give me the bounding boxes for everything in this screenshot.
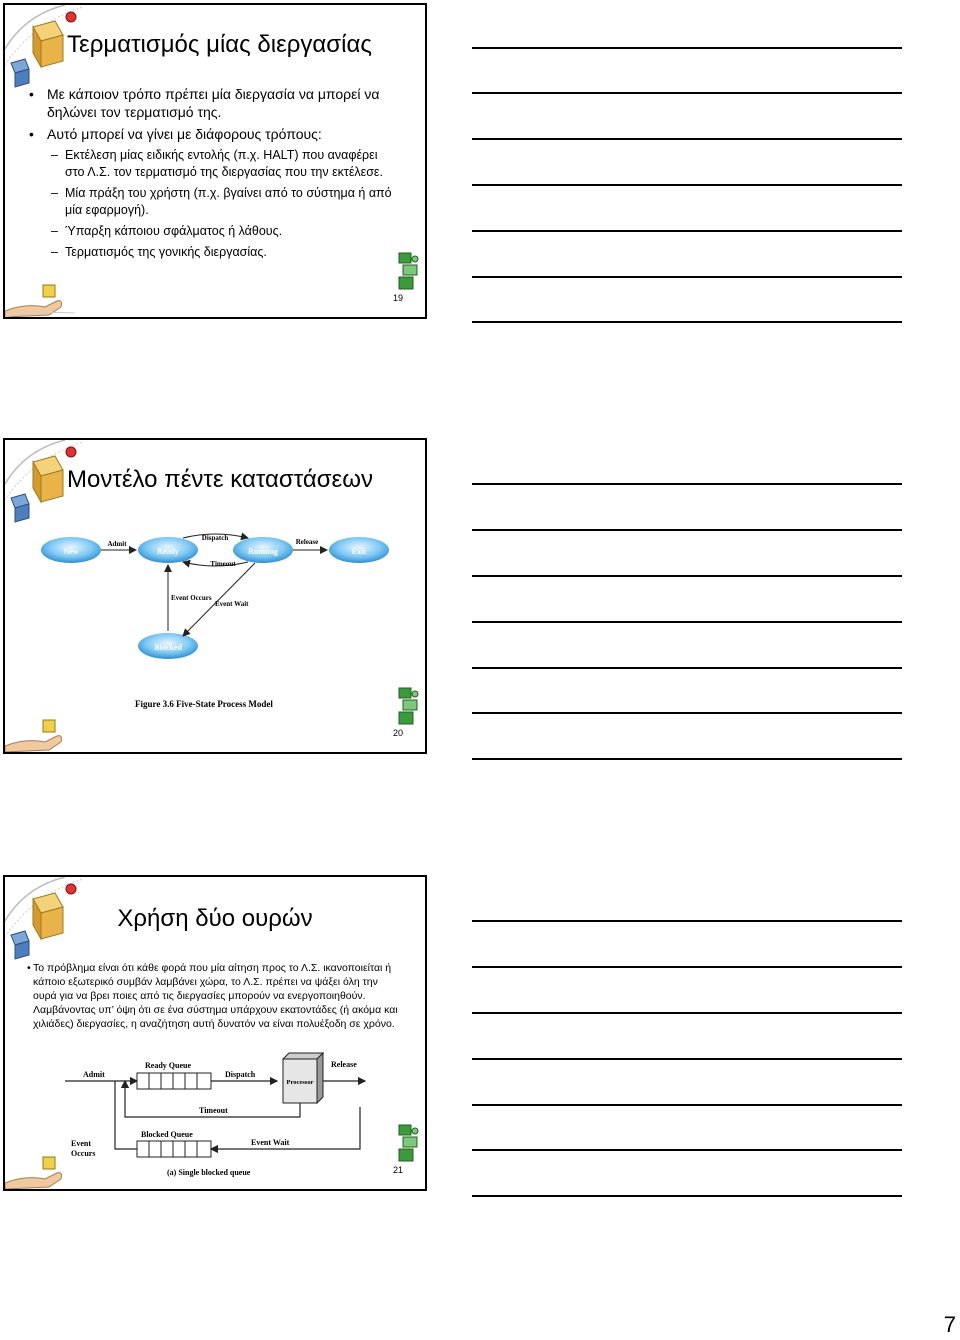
label-event-wait: Event Wait (251, 1138, 290, 1147)
slide-title: Μοντέλο πέντε καταστάσεων (67, 466, 373, 493)
note-line (472, 321, 902, 323)
state-ready (138, 537, 198, 563)
sub-bullet-item: – Εκτέλεση μίας ειδικής εντολής (π.χ. HALT) που αναφέρει στο Λ.Σ. τον τερματισμό της διεργασίας που την εκτέλεσε. (27, 147, 397, 181)
note-line (472, 667, 902, 669)
label-timeout: Timeout (199, 1106, 228, 1115)
note-line (472, 184, 902, 186)
single-blocked-queue-diagram (5, 877, 425, 1189)
note-line (472, 966, 902, 968)
label-dispatch: Dispatch (225, 1070, 256, 1079)
hand-clipart-icon (5, 712, 75, 752)
puzzle-pieces-icon (395, 1123, 421, 1165)
label-event-occurs: Event Occurs (171, 594, 212, 602)
state-label: Ready (157, 547, 179, 556)
slide-paragraph: • Το πρόβλημα είναι ότι κάθε φορά που μία αίτηση προς το Λ.Σ. ικανοποιείται ή κάποιο εξωτερικό συμβάν λαμβάνει χώρα, το Λ.Σ. πρέπει να ψάξει όλη την ουρά για να βρει ποιες από τις διεργασίες μπορούν να ενεργοποιηθούν. Λαμβάνοντας υπ’ όψη ότι σε ένα σύστημα υπάρχουν εκατοντάδες (ή ακόμα και χιλιάδες) διεργασίες, η αναζήτηση αυτή δυνατόν να είναι πολυέξοδη σε χρόνο. (33, 961, 399, 1031)
note-line (472, 1149, 902, 1151)
figure-caption: Figure 3.6 Five-State Process Model (135, 699, 273, 709)
note-line (472, 575, 902, 577)
note-line (472, 621, 902, 623)
processor-label: Processor (286, 1079, 314, 1086)
note-line (472, 230, 902, 232)
note-line (472, 1012, 902, 1014)
note-line (472, 47, 902, 49)
slide-number: 21 (392, 1165, 403, 1175)
note-line (472, 483, 902, 485)
processor-box (283, 1053, 323, 1103)
label-admit: Admit (83, 1070, 105, 1079)
puzzle-pieces-icon (395, 251, 421, 293)
hand-clipart-icon (5, 277, 75, 317)
bullet-item: • Αυτό μπορεί να γίνει με διάφορους τρόπους: (27, 125, 397, 143)
state-running (233, 537, 293, 563)
arrow-event-occurs (115, 1081, 137, 1149)
label-release: Release (295, 538, 319, 546)
label-ready-queue: Ready Queue (145, 1061, 191, 1070)
label-timeout: Timeout (210, 560, 236, 568)
note-line (472, 92, 902, 94)
slide-title: Τερματισμός μίας διεργασίας (67, 31, 372, 58)
slide-number: 20 (392, 728, 403, 738)
slide-number: 19 (392, 293, 403, 303)
note-line (472, 1195, 902, 1197)
note-line (472, 138, 902, 140)
label-dispatch: Dispatch (201, 534, 229, 542)
page-number: 7 (943, 1312, 956, 1337)
slide-21 (3, 875, 427, 1191)
state-label: Running (248, 547, 278, 556)
state-exit (329, 537, 389, 563)
note-line (472, 529, 902, 531)
bullet-list (27, 85, 397, 265)
puzzle-pieces-icon (395, 686, 421, 728)
sub-bullet-item: – Μία πράξη του χρήστη (π.χ. βγαίνει από το σύστημα ή από μία εφαρμογή). (27, 185, 397, 219)
blocked-queue (137, 1141, 211, 1157)
state-label: Blocked (154, 643, 182, 652)
label-blocked-queue: Blocked Queue (141, 1130, 193, 1139)
sub-bullet-item: – Ύπαρξη κάποιου σφάλματος ή λάθους. (27, 223, 397, 240)
label-admit: Admit (107, 540, 127, 548)
note-line (472, 1058, 902, 1060)
state-blocked (138, 633, 198, 659)
note-line (472, 276, 902, 278)
ready-queue (137, 1073, 211, 1089)
slide-title: Χρήση δύο ουρών (117, 905, 313, 932)
label-event-occurs: Event Occurs (71, 1139, 96, 1158)
state-label: Exit (351, 547, 367, 556)
note-line (472, 758, 902, 760)
label-event-wait: Event Wait (215, 600, 249, 608)
sub-bullet-item: – Τερματισμός της γονικής διεργασίας. (27, 244, 397, 261)
state-label: New (63, 547, 79, 556)
note-line (472, 1104, 902, 1106)
note-line (472, 920, 902, 922)
slide-20 (3, 438, 427, 754)
figure-caption: (a) Single blocked queue (167, 1168, 251, 1177)
slide-19 (3, 3, 427, 319)
hand-clipart-icon (5, 1149, 75, 1189)
state-new (41, 537, 101, 563)
note-line (472, 712, 902, 714)
five-state-diagram (5, 440, 425, 752)
label-release: Release (331, 1060, 357, 1069)
bullet-item: • Με κάποιον τρόπο πρέπει μία διεργασία να μπορεί να δηλώνει τον τερματισμό της. (27, 85, 397, 121)
